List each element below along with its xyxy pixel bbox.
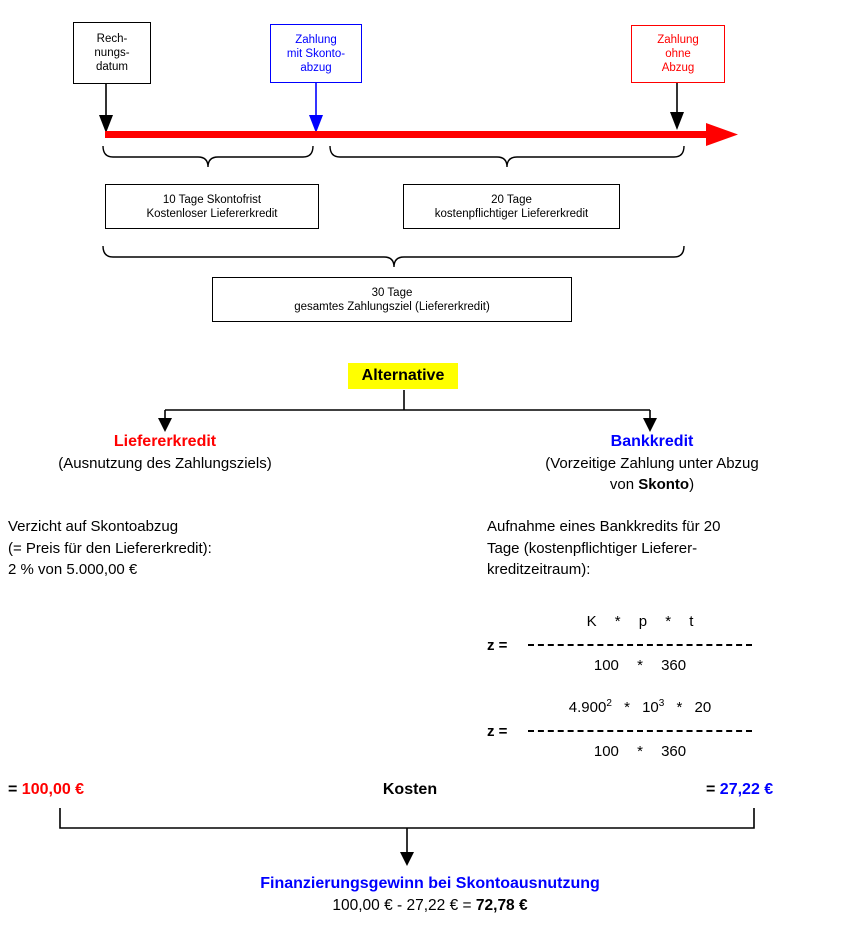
box-segment-gesamt [212,277,572,322]
arrow-zahlung-mit-skonto [309,83,323,133]
conclusion-block [130,873,730,917]
right-paragraph-line2: Tage (kostenpflichtiger Lieferer- [487,539,698,557]
box-rechnungsdatum-line1: Rech- [96,33,128,45]
left-paragraph-line1: Verzicht auf Skontoabzug [8,518,179,535]
segment-kostenpflichtig-line1: 20 Tage [491,193,532,206]
segment-skontofrist-line2: Kostenloser Liefererkredit [146,207,278,220]
formula2-fraction [528,696,752,762]
formula2-num-val3: 20 [694,699,712,716]
formula2-num-base2: 10 [642,699,659,716]
box-rechnungsdatum-line2: nungs- [94,47,130,59]
formula2-fraction-line [528,730,752,732]
kosten-bracket-connector [60,808,754,866]
conclusion-calc-normal: 100,00 € - 27,22 € = [332,897,476,914]
right-branch-subtitle-line1: (Vorzeitige Zahlung unter Abzug [545,455,759,472]
right-branch-subtitle-line2 [470,474,834,495]
left-cost-result [8,781,84,799]
arrow-zahlung-ohne-abzug [670,82,684,130]
right-branch-subtitle-line2-bold: Skonto [638,476,690,493]
formula1-fraction [528,610,752,676]
right-branch-paragraph [487,516,720,581]
left-branch-paragraph [8,516,212,581]
right-paragraph-line3: kreditzeitraum): [487,561,591,578]
segment-gesamt-line2: gesamtes Zahlungsziel (Liefererkredit) [294,300,490,313]
formula1-fraction-line [528,644,752,646]
left-cost-equals: = [8,781,18,798]
formula2-num-sup1: 2 [606,698,612,709]
timeline-arrow [105,123,738,146]
box-rechnungsdatum [73,22,151,84]
right-cost-result [706,781,773,799]
right-branch-title: Bankkredit [610,433,694,450]
alternative-split-connector [158,390,657,432]
arrow-rechnungsdatum [99,82,113,133]
right-branch-subtitle-line2-post: ) [689,476,695,493]
segment-kostenpflichtig-line2: kostenpflichtiger Liefererkredit [434,207,589,220]
right-branch-head [470,431,834,495]
formula2-lhs: z = [487,723,508,740]
box-zahlung-ohne-abzug-line1: Zahlung [657,34,699,46]
right-branch-subtitle-line2-pre: von [609,476,639,493]
formula2-num-sup2: 3 [658,698,665,709]
formula2-num-op1: * [624,699,630,716]
box-zahlung-ohne-abzug-line2: ohne [665,48,691,60]
formula2-numerator [528,696,752,718]
brace-skontofrist [103,146,313,167]
right-cost-equals: = [706,781,716,798]
formula1-numerator: K * p * t [586,613,694,630]
formula2-num-base1: 4.900 [568,699,607,716]
formula2-num-op2: * [676,699,683,716]
brace-gesamt [103,246,684,267]
conclusion-calc-bold: 72,78 € [475,897,528,914]
box-segment-skontofrist [105,184,319,229]
box-zahlung-mit-skontoabzug-line2: mit Skonto- [286,47,346,60]
alternative-highlight-label: Alternative [348,363,458,389]
segment-gesamt-line1: 30 Tage [371,286,413,299]
box-zahlung-mit-skontoabzug-line3: abzug [300,61,332,74]
segment-skontofrist-line1: 10 Tage Skontofrist [162,193,262,206]
conclusion-title: Finanzierungsgewinn bei Skontoausnutzung [260,875,600,892]
box-rechnungsdatum-line3: datum [96,61,128,73]
box-zahlung-ohne-abzug-line3: Abzug [661,62,695,74]
conclusion-calculation [130,895,730,917]
formula2-denominator: 100 * 360 [593,743,687,760]
right-cost-value: 27,22 € [719,781,774,798]
left-paragraph-line2: (= Preis für den Liefererkredit): [8,539,212,557]
left-branch-title: Liefererkredit [113,433,217,450]
left-branch-subtitle: (Ausnutzung des Zahlungsziels) [58,455,272,472]
box-zahlung-ohne-abzug [631,25,725,83]
box-zahlung-mit-skontoabzug-line1: Zahlung [295,33,337,46]
formula1-lhs: z = [487,637,508,654]
box-segment-kostenpflichtig [403,184,620,229]
box-zahlung-mit-skontoabzug [270,24,362,83]
brace-kostenpflichtig [330,146,684,167]
left-cost-value: 100,00 € [21,781,85,798]
right-paragraph-line1: Aufnahme eines Bankkredits für 20 [487,518,721,535]
left-branch-head [15,431,315,474]
formula1-denominator: 100 * 360 [593,657,687,674]
left-paragraph-line3: 2 % von 5.000,00 € [8,561,138,578]
kosten-label: Kosten [382,781,438,798]
